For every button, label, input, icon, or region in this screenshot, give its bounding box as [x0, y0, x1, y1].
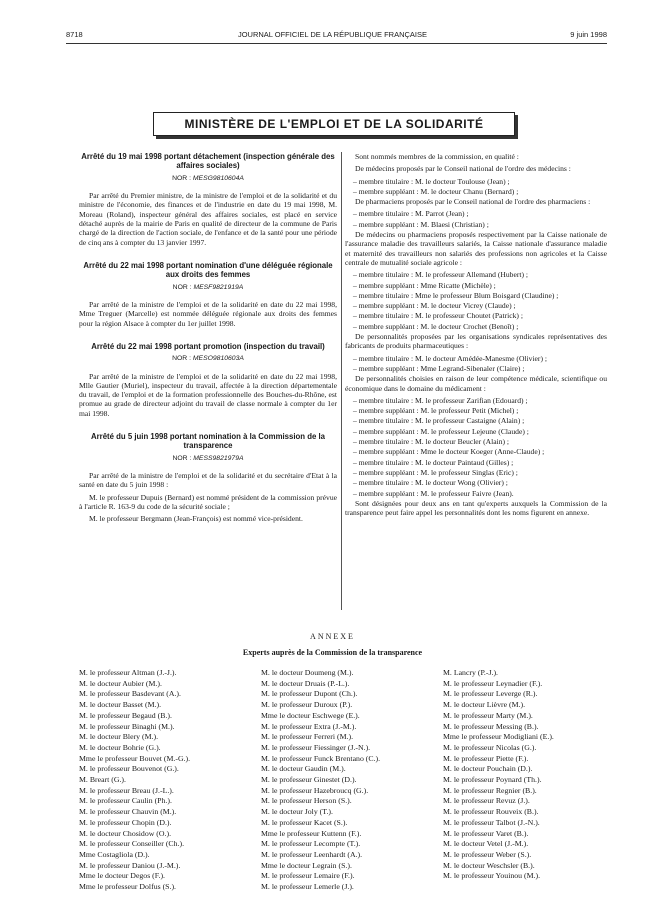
expert-name: M. le professeur Youinou (M.).	[443, 871, 541, 881]
nor-label: NOR :	[172, 174, 191, 182]
expert-name: M. le professeur Conseiller (Ch.).	[79, 839, 185, 849]
expert-name: M. le docteur Doumeng (M.).	[261, 668, 354, 677]
member-line: – membre titulaire : M. le docteur Toulouse (Jean) ;	[353, 176, 510, 186]
expert-name: M. le docteur Druais (P.-L.).	[261, 678, 350, 688]
expert-name: M. le professeur Revuz (J.).	[443, 796, 530, 806]
column-divider	[341, 152, 342, 610]
expert-name: M. le docteur Blery (M.).	[79, 732, 159, 742]
expert-name: Mme le professeur Bouvet (M.-G.).	[79, 753, 191, 763]
expert-name: M. le professeur Talbot (J.-N.).	[443, 817, 540, 827]
expert-name: M. le professeur Binaghi (M.).	[79, 721, 175, 731]
paragraph: De pharmaciens proposés par le Conseil national de l'ordre des pharmaciens :	[355, 197, 591, 207]
member-line: – membre titulaire : M. Parrot (Jean) ;	[353, 209, 469, 219]
expert-name: M. le professeur Weber (S.).	[443, 849, 532, 859]
expert-name: Mme le professeur Dolfus (S.).	[79, 882, 177, 892]
expert-name: M. le docteur Bohrie (G.).	[79, 742, 161, 752]
nor-label: NOR :	[172, 355, 191, 363]
paragraph: Sont désignées pour deux ans en tant qu'experts auxquels la Commission de la transparence peut faire appel les personnalités dont les noms figurent en annexe.	[345, 498, 607, 518]
nor-reference	[79, 283, 337, 292]
expert-name: M. Breart (G.).	[79, 775, 126, 785]
expert-name: M. le docteur Pouchain (D.).	[443, 764, 533, 774]
expert-name: M. le professeur Messing (B.).	[443, 721, 539, 731]
expert-name: M. le professeur Nicolas (G.).	[443, 742, 537, 752]
member-line: – membre titulaire : M. le professeur Allemand (Hubert) ;	[353, 270, 529, 280]
article-paragraph: Par arrêté de la ministre de l'emploi et de la solidarité en date du 22 mai 1998, Mlle Gautier (Muriel), inspecteur du travail, affectée à la direction départementale du travail, de l'emploi et de la formation professionnelle des Bouches-du-Rhône, est promue au grade de directeur adjoint du travail de classe normale à compter du 1er mai 1998.	[79, 371, 337, 418]
nor-code: MESO9810603A	[192, 355, 244, 363]
article-title: Arrêté du 5 juin 1998 portant nomination à la Commission de la transparence	[91, 432, 325, 451]
expert-name: M. le docteur Lièvre (M.).	[443, 700, 526, 710]
member-line: – membre suppléant : M. Blaesi (Christian) ;	[353, 219, 489, 229]
expert-name: M. le professeur Rouveix (B.).	[443, 807, 539, 817]
member-line: – membre titulaire : M. le professeur Choutet (Patrick) ;	[353, 311, 523, 321]
paragraph: De médecins ou pharmaciens proposés respectivement par la Caisse nationale de l'assurance maladie des travailleurs salariés, la Caisse nationale d'assurance maladie et maternité des travailleurs non salariés des professions non agricoles et la Caisse centrale de mutualité sociale agricole :	[345, 230, 607, 267]
annexe-column-3	[443, 668, 554, 882]
expert-name: Mme le docteur Eschwege (E.).	[261, 710, 360, 720]
expert-name: Mme le docteur Degos (F.).	[79, 871, 165, 881]
expert-name: M. le professeur Varet (B.).	[443, 828, 529, 838]
member-line: – membre suppléant : M. le professeur Petit (Michel) ;	[353, 406, 519, 416]
expert-name: M. Lancry (P.-J.).	[443, 668, 499, 677]
member-line: – membre titulaire : M. le professeur Zarifian (Edouard) ;	[353, 395, 528, 405]
expert-name: Mme le docteur Legrain (S.).	[261, 860, 352, 870]
member-line: – membre suppléant : M. le professeur Faivre (Jean).	[353, 488, 514, 498]
expert-name: M. le docteur Vetel (J.-M.).	[443, 839, 529, 849]
expert-name: M. le professeur Caulin (Ph.).	[79, 796, 172, 806]
expert-name: M. le professeur Hazebroucq (G.).	[261, 785, 369, 795]
ministry-title: MINISTÈRE DE L'EMPLOI ET DE LA SOLIDARITÉ	[184, 117, 484, 131]
annexe-subtitle: Experts auprès de la Commission de la transparence	[242, 648, 423, 657]
expert-name: M. le professeur Piette (F.).	[443, 753, 529, 763]
expert-name: M. le professeur Chopin (D.).	[79, 817, 172, 827]
annexe-title: ANNEXE	[310, 632, 355, 641]
expert-name: M. le professeur Breau (J.-L.).	[79, 785, 174, 795]
expert-name: M. le professeur Lecompte (T.).	[261, 839, 361, 849]
page-number: 8718	[66, 30, 83, 39]
expert-name: M. le docteur Gaudin (M.).	[261, 764, 346, 774]
expert-name: M. le professeur Marty (M.).	[443, 710, 533, 720]
member-line: – membre titulaire : M. le docteur Amédée-Manesme (Olivier) ;	[353, 353, 547, 363]
article-paragraph: Par arrêté du Premier ministre, de la ministre de l'emploi et de la solidarité et du ministre de l'économie, des finances et de l'industrie en date du 19 mai 1998, M. Moreau (Roland), inspecteur général des affaires sociales, est placé en service détaché auprès de la mairie de Paris en qualité de directeur de la commune de Paris chargé de la direction de l'action sociale, de l'enfance et de la santé pour une période de cinq ans à compter du 13 janvier 1997.	[79, 191, 337, 247]
expert-name: M. le professeur Ferreri (M.).	[261, 732, 354, 742]
expert-name: M. le docteur Joly (T.).	[261, 807, 333, 817]
nor-reference	[79, 454, 337, 463]
article-paragraph: Par arrêté de la ministre de l'emploi et de la solidarité en date du 22 mai 1998, Mme Treguer (Marcelle) est nommée déléguée régionale aux droits des femmes pour la région Alsace à compter du 1er juillet 1998.	[79, 300, 337, 328]
expert-name: M. le professeur Herson (S.).	[261, 796, 352, 806]
expert-name: M. le professeur Fiessinger (J.-N.).	[261, 742, 371, 752]
member-line: – membre titulaire : Mme le professeur Blum Boisgard (Claudine) ;	[353, 290, 559, 300]
right-column	[345, 152, 607, 520]
article	[79, 432, 337, 524]
issue-date: 9 juin 1998	[570, 30, 607, 39]
member-line: – membre titulaire : M. le docteur Paintaud (Gilles) ;	[353, 457, 514, 467]
expert-name: M. le professeur Extra (J.-M.).	[261, 721, 357, 731]
member-line: – membre suppléant : M. le docteur Vicrey (Claude) ;	[353, 301, 516, 311]
member-line: – membre titulaire : M. le professeur Castaigne (Alain) ;	[353, 416, 525, 426]
expert-name: M. le docteur Chosidow (O.).	[79, 828, 172, 838]
expert-name: M. le docteur Weschsler (B.).	[443, 860, 535, 870]
expert-name: M. le professeur Daniou (J.-M.).	[79, 860, 181, 870]
expert-name: M. le professeur Regnier (B.).	[443, 785, 537, 795]
left-column	[79, 152, 337, 538]
article-paragraph: Par arrêté de la ministre de l'emploi et de la solidarité et du secrétaire d'Etat à la santé en date du 5 juin 1998 :	[79, 471, 337, 490]
paragraph: De personnalités choisies en raison de leur compétence médicale, scientifique ou économique dans le domaine du médicament :	[345, 374, 607, 393]
member-line: – membre titulaire : M. le docteur Beucler (Alain) ;	[353, 437, 510, 447]
expert-name: Mme le professeur Kuttenn (F.).	[261, 828, 362, 838]
article	[79, 261, 337, 328]
expert-name: M. le professeur Leverge (R.).	[443, 689, 538, 699]
member-line: – membre suppléant : Mme le docteur Koeger (Anne-Claude) ;	[353, 447, 545, 457]
article	[79, 152, 337, 247]
expert-name: M. le professeur Chauvin (M.).	[79, 807, 177, 817]
expert-name: M. le professeur Basdevant (A.).	[79, 689, 181, 699]
article	[79, 342, 337, 418]
annexe-column-2	[261, 668, 380, 893]
nor-code: MESS9821979A	[193, 454, 244, 462]
expert-name: M. le docteur Aubier (M.).	[79, 678, 162, 688]
expert-name: M. le professeur Dupont (Ch.).	[261, 689, 358, 699]
member-line: – membre suppléant : M. le professeur Lejeune (Claude) ;	[353, 426, 529, 436]
expert-name: M. le professeur Kacet (S.).	[261, 817, 348, 827]
expert-name: M. le professeur Lemaire (F.).	[261, 871, 355, 881]
expert-name: M. le professeur Lemerle (J.).	[261, 882, 354, 892]
nor-reference	[79, 354, 337, 363]
article-title: Arrêté du 22 mai 1998 portant nomination d'une déléguée régionale aux droits des femmes	[83, 260, 333, 280]
nor-code: MESF9821919A	[193, 283, 244, 291]
expert-name: M. le professeur Altman (J.-J.).	[79, 668, 177, 677]
nor-code: MESG9810604A	[192, 174, 244, 182]
annexe-column-1	[79, 668, 190, 893]
expert-name: Mme le professeur Modigliani (E.).	[443, 732, 554, 742]
expert-name: M. le professeur Leenhardt (A.).	[261, 849, 363, 859]
expert-name: M. le professeur Leynadier (F.).	[443, 678, 543, 688]
article-paragraph: M. le professeur Dupuis (Bernard) est nommé président de la commission prévue à l'article R. 163-9 du code de la sécurité sociale ;	[79, 492, 337, 512]
article-paragraph: M. le professeur Bergmann (Jean-François) est nommé vice-président.	[89, 514, 303, 524]
member-line: – membre suppléant : Mme Ricatte (Michèle) ;	[353, 280, 496, 290]
paragraph: De médecins proposés par le Conseil national de l'ordre des médecins :	[355, 164, 571, 174]
member-line: – membre suppléant : M. le docteur Chanu (Bernard) ;	[353, 186, 519, 196]
page-header	[0, 30, 665, 44]
member-line: – membre suppléant : Mme Legrand-Sibenaler (Claire) ;	[353, 363, 525, 373]
expert-name: M. le professeur Funck Brentano (C.).	[261, 753, 381, 763]
expert-name: M. le professeur Poynard (Th.).	[443, 775, 542, 785]
expert-name: M. le professeur Begaud (B.).	[79, 710, 172, 720]
nor-label: NOR :	[172, 283, 192, 291]
header-rule	[66, 43, 607, 44]
article-title: Arrêté du 22 mai 1998 portant promotion (inspection du travail)	[91, 341, 325, 351]
member-line: – membre titulaire : M. le docteur Wong (Olivier) ;	[353, 478, 508, 488]
article-title: Arrêté du 19 mai 1998 portant détachement (inspection générale des affaires sociales)	[81, 152, 335, 171]
expert-name: M. le docteur Basset (M.).	[79, 700, 162, 710]
expert-name: Mme Costagliola (D.).	[79, 849, 150, 859]
paragraph: De personnalités proposées par les organisations syndicales représentatives des fabricants de produits pharmaceutiques :	[345, 332, 607, 351]
expert-name: M. le professeur Ginestet (D.).	[261, 775, 357, 785]
expert-name: M. le professeur Bouvenot (G.).	[79, 764, 179, 774]
nor-label: NOR :	[172, 454, 192, 462]
member-line: – membre suppléant : M. le professeur Singlas (Eric) ;	[353, 467, 518, 477]
nor-reference	[79, 174, 337, 183]
paragraph: Sont nommés membres de la commission, en qualité :	[355, 152, 519, 161]
expert-name: M. le professeur Duroux (P.).	[261, 700, 353, 710]
member-line: – membre suppléant : M. le docteur Crochet (Benoît) ;	[353, 321, 519, 331]
ministry-title-box	[153, 112, 515, 136]
journal-title: JOURNAL OFFICIEL DE LA RÉPUBLIQUE FRANÇAISE	[237, 30, 428, 39]
